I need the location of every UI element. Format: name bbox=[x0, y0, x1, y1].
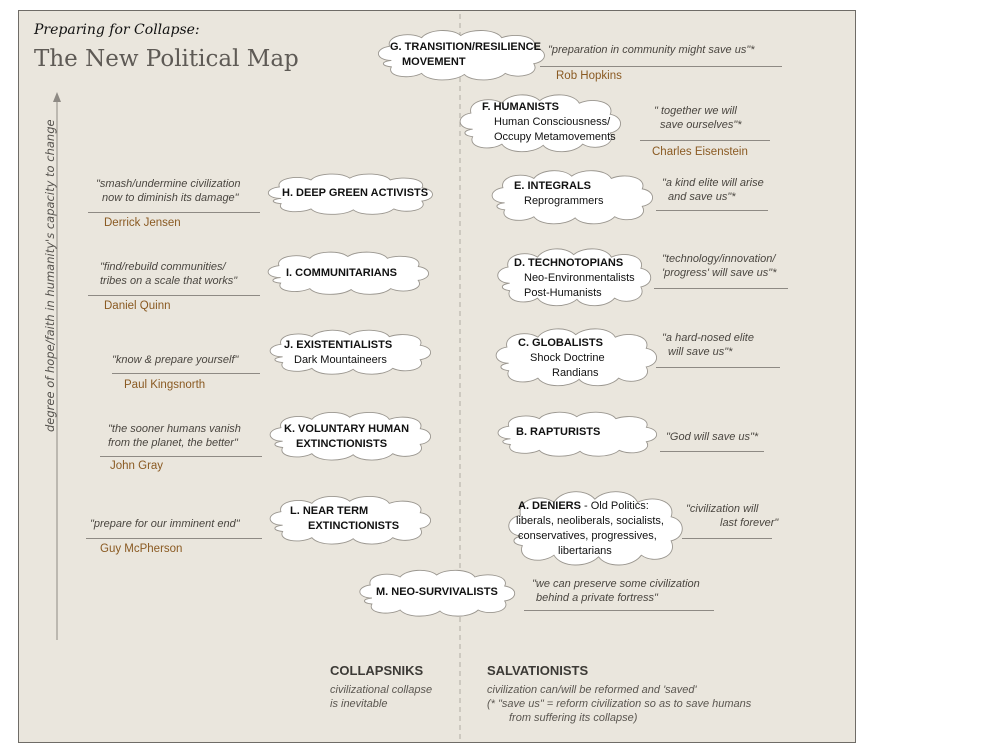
group-detail: Shock Doctrine bbox=[530, 352, 605, 364]
cloud-voluntary-human-extinctionists bbox=[262, 410, 434, 462]
group-name-line2: EXTINCTIONISTS bbox=[296, 438, 388, 450]
quote-neo-survivalists: "we can preserve some civilization behind a private fortress" bbox=[532, 578, 700, 604]
quote-technotopians: "technology/innovation/ 'progress' will save us"* bbox=[662, 253, 777, 279]
group-name: B. RAPTURISTS bbox=[516, 426, 601, 438]
quote-underline bbox=[524, 610, 714, 611]
quote-underline bbox=[656, 210, 768, 211]
quote-communitarians: "find/rebuild communities/ tribes on a scale that works" bbox=[100, 261, 238, 287]
quote-underline bbox=[640, 140, 770, 141]
diagram-title: The New Political Map bbox=[34, 46, 299, 72]
author-guy-mcpherson: Guy McPherson bbox=[100, 543, 183, 555]
y-axis-label: degree of hope/faith in humanity's capacity to change bbox=[43, 119, 57, 432]
cloud-humanists bbox=[452, 92, 624, 154]
author-derrick-jensen: Derrick Jensen bbox=[104, 217, 181, 229]
group-detail: Human Consciousness/ bbox=[494, 116, 611, 128]
cloud-transition-resilience bbox=[370, 28, 548, 82]
group-name: A. DENIERS bbox=[518, 500, 581, 512]
author-rob-hopkins: Rob Hopkins bbox=[556, 70, 622, 82]
group-detail: Neo-Environmentalists bbox=[524, 272, 635, 284]
quote-rapturists: "God will save us"* bbox=[666, 431, 759, 443]
quote-near-term: "prepare for our imminent end" bbox=[90, 518, 240, 530]
quote-integrals: "a kind elite will arise and save us"* bbox=[662, 177, 764, 203]
group-name: L. NEAR TERM bbox=[290, 505, 369, 517]
quote-underline bbox=[540, 66, 782, 67]
group-name: H. DEEP GREEN ACTIVISTS bbox=[282, 187, 429, 199]
cloud-technotopians bbox=[490, 246, 654, 308]
author-paul-kingsnorth: Paul Kingsnorth bbox=[124, 379, 206, 391]
quote-deniers: "civilization will last forever" bbox=[686, 503, 779, 529]
group-detail: Occupy Metamovements bbox=[494, 131, 616, 143]
cloud-globalists bbox=[488, 326, 660, 388]
salvationists-heading: SALVATIONISTS bbox=[487, 663, 589, 678]
group-name: F. HUMANISTS bbox=[482, 101, 559, 113]
quote-underline bbox=[112, 373, 260, 374]
group-name: M. NEO-SURVIVALISTS bbox=[376, 586, 498, 598]
group-detail: Randians bbox=[552, 367, 599, 379]
cloud-integrals bbox=[484, 168, 656, 226]
cloud-deniers bbox=[500, 488, 686, 568]
quote-humanists: " together we will save ourselves"* bbox=[654, 105, 742, 131]
quote-underline bbox=[682, 538, 772, 539]
group-detail: Post-Humanists bbox=[524, 287, 602, 299]
group-name: K. VOLUNTARY HUMAN bbox=[284, 423, 410, 435]
quote-underline bbox=[86, 538, 262, 539]
quote-deep-green: "smash/undermine civilization now to diminish its damage" bbox=[96, 178, 241, 204]
group-detail: libertarians bbox=[558, 545, 612, 557]
quote-voluntary-extinction: "the sooner humans vanish from the planet, the better" bbox=[108, 423, 241, 449]
cloud-near-term-extinctionists bbox=[262, 494, 434, 546]
group-name: G. TRANSITION/RESILIENCE bbox=[390, 41, 541, 53]
author-daniel-quinn: Daniel Quinn bbox=[104, 300, 171, 312]
author-charles-eisenstein: Charles Eisenstein bbox=[652, 146, 748, 158]
group-detail: conservatives, progressives, bbox=[518, 530, 657, 542]
diagram-subtitle: Preparing for Collapse: bbox=[34, 22, 200, 38]
group-name: I. COMMUNITARIANS bbox=[286, 267, 398, 279]
group-detail: Dark Mountaineers bbox=[294, 354, 387, 366]
cloud-rapturists bbox=[490, 410, 660, 458]
quote-existentialists: "know & prepare yourself" bbox=[112, 354, 239, 366]
group-name-line2: EXTINCTIONISTS bbox=[308, 520, 400, 532]
group-detail: Reprogrammers bbox=[524, 195, 604, 207]
quote-globalists: "a hard-nosed elite will save us"* bbox=[662, 332, 754, 358]
cloud-communitarians bbox=[260, 250, 432, 296]
quote-underline bbox=[660, 451, 764, 452]
cloud-existentialists bbox=[262, 328, 434, 376]
group-name-suffix: - Old Politics: bbox=[580, 500, 649, 512]
cloud-neo-survivalists bbox=[352, 568, 518, 618]
salvationists-description: civilization can/will be reformed and 'saved' (* "save us" = reform civilization so as to save humans from suffering its collapse) bbox=[487, 684, 752, 724]
quote-underline bbox=[88, 212, 260, 213]
quote-underline bbox=[100, 456, 262, 457]
collapsniks-description: civilizational collapse is inevitable bbox=[330, 684, 433, 710]
author-john-gray: John Gray bbox=[110, 460, 164, 472]
quote-underline bbox=[654, 288, 788, 289]
group-name: D. TECHNOTOPIANS bbox=[514, 257, 624, 269]
quote-transition: "preparation in community might save us"* bbox=[548, 44, 755, 56]
group-name-line2: MOVEMENT bbox=[402, 56, 466, 68]
quote-underline bbox=[656, 367, 780, 368]
quote-underline bbox=[88, 295, 260, 296]
group-name: E. INTEGRALS bbox=[514, 180, 592, 192]
collapsniks-heading: COLLAPSNIKS bbox=[330, 663, 424, 678]
group-detail: liberals, neoliberals, socialists, bbox=[516, 515, 664, 527]
group-name: J. EXISTENTIALISTS bbox=[284, 339, 393, 351]
group-name: C. GLOBALISTS bbox=[518, 337, 603, 349]
cloud-deep-green-activists bbox=[260, 172, 436, 216]
